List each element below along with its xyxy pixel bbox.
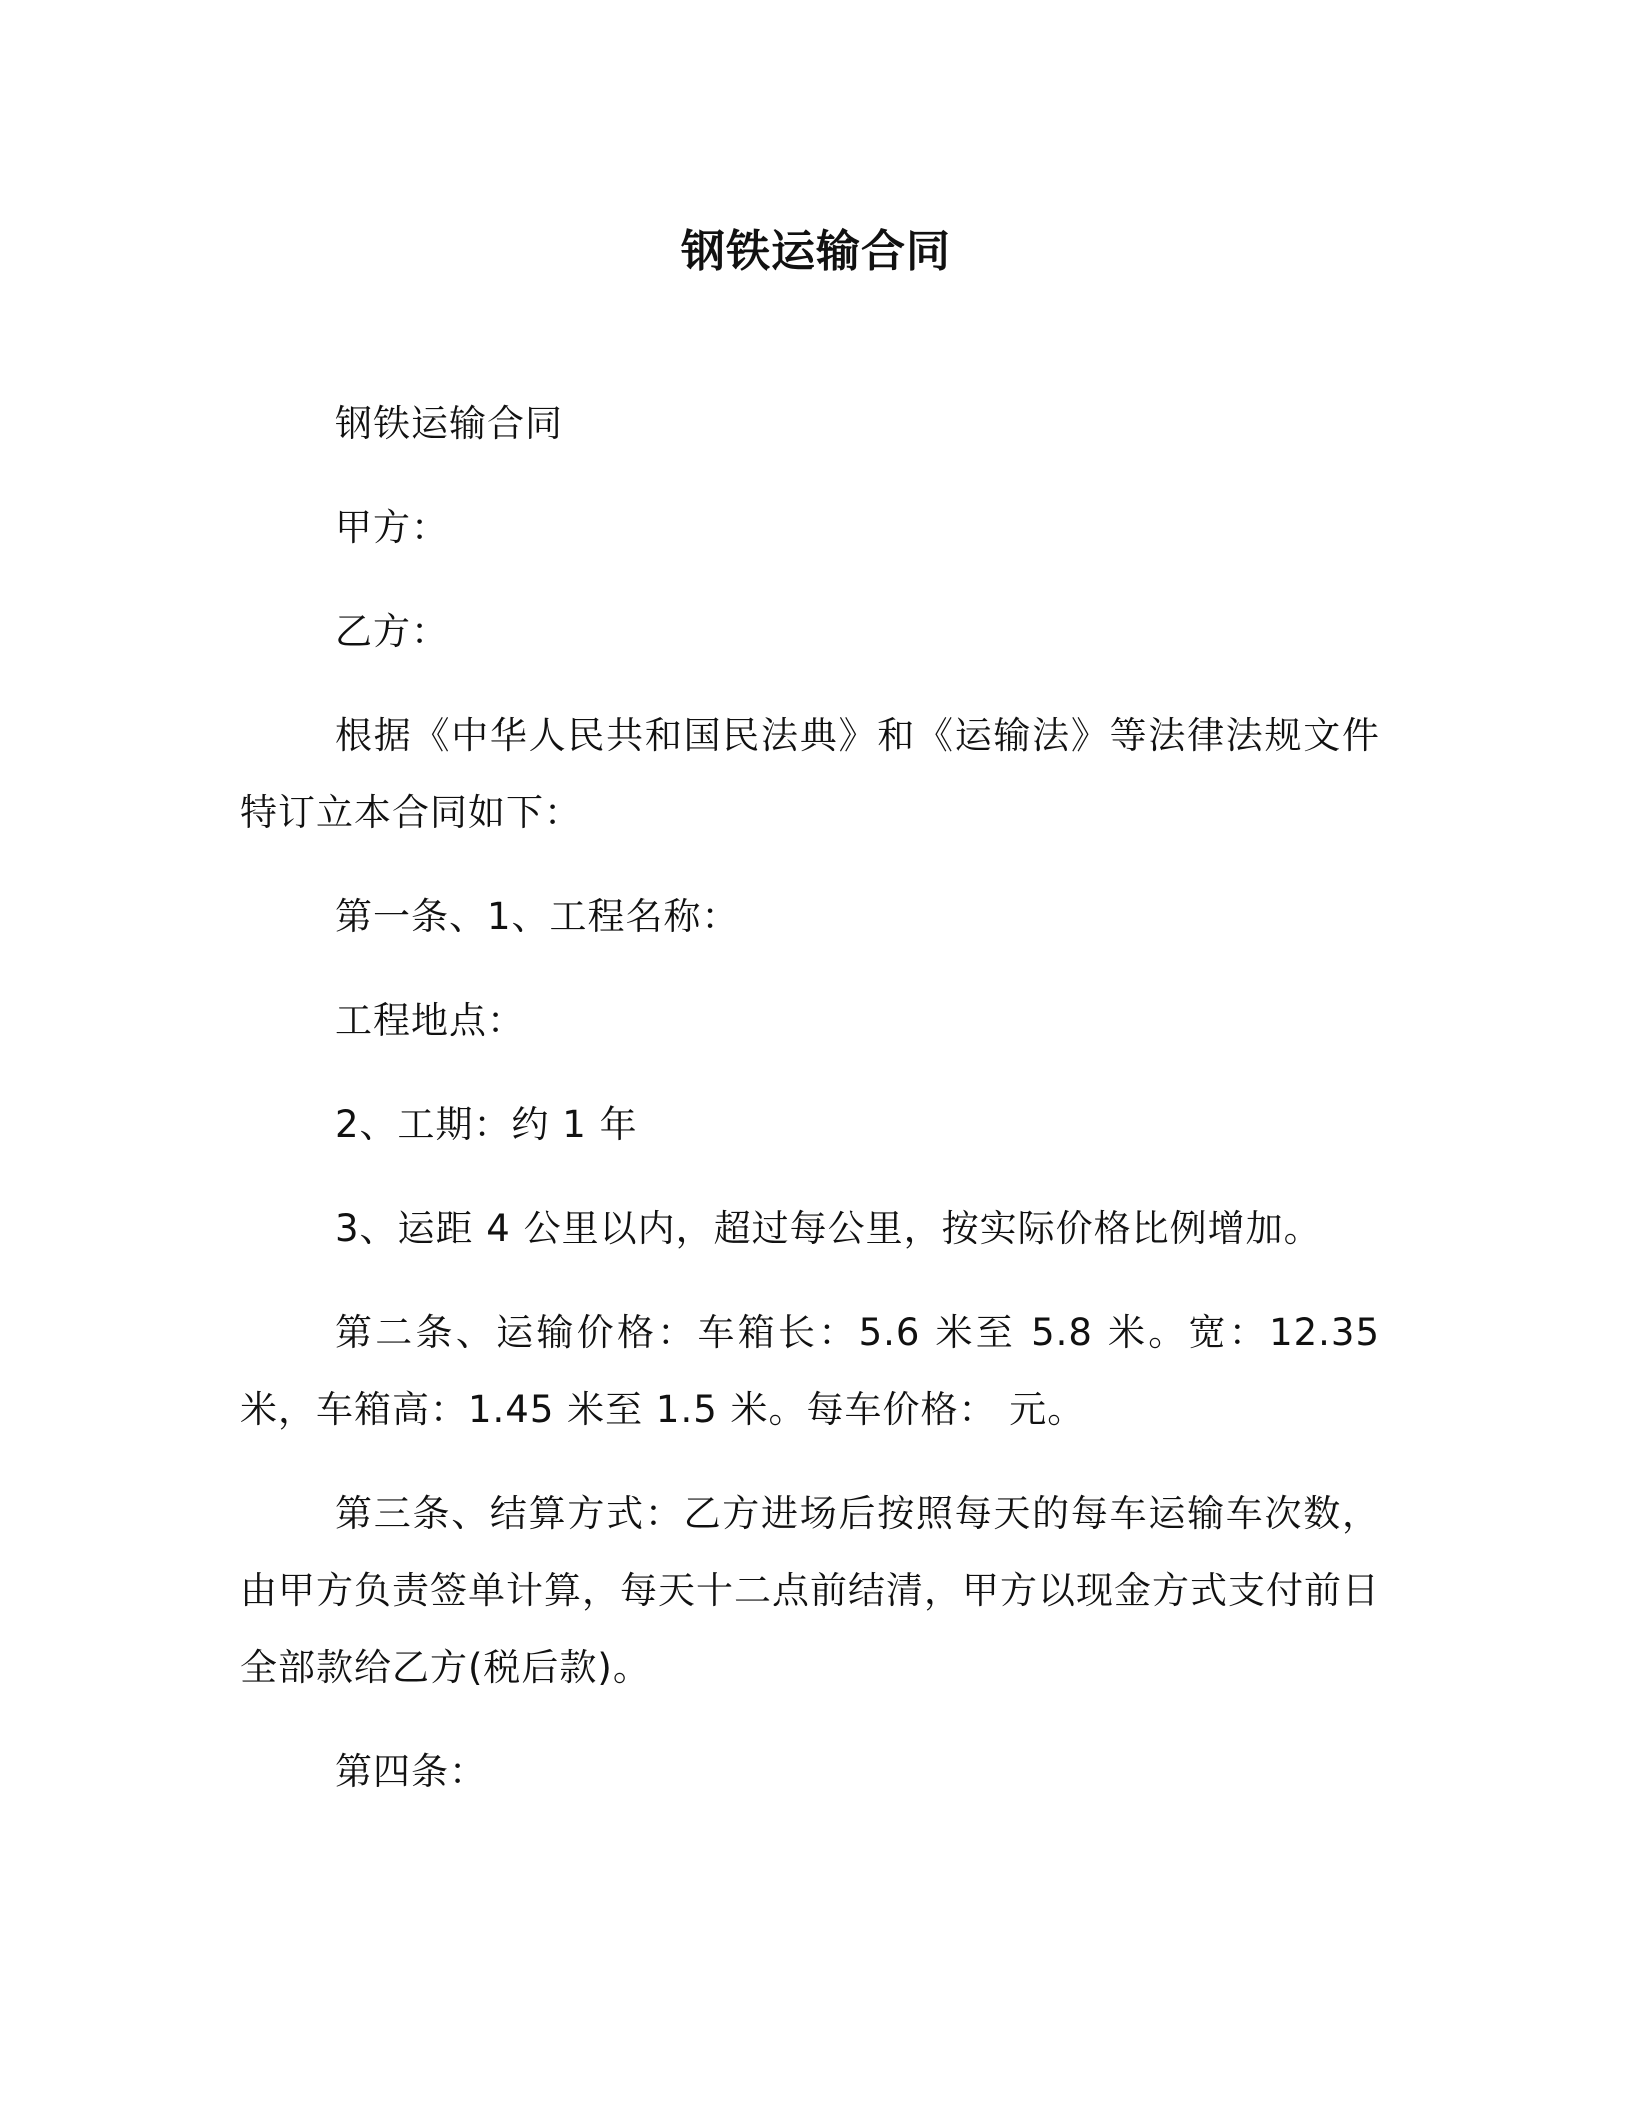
article-2-transport-price: 第二条、运输价格：车箱长：5.6 米至 5.8 米。宽：12.35 米，车箱高：1.45 米至 1.5 米。每车价格： 元。 — [240, 1311, 1380, 1431]
project-location-line: 工程地点： — [335, 999, 525, 1042]
subtitle-paragraph: 钢铁运输合同 — [335, 402, 563, 445]
article-3-settlement: 第三条、结算方式：乙方进场后按照每天的每车运输车次数，由甲方负责签单计算，每天十二点前结清，甲方以现金方式支付前日全部款给乙方(税后款)。 — [240, 1492, 1380, 1689]
transport-distance-line: 3、运距 4 公里以内，超过每公里，按实际价格比例增加。 — [335, 1207, 1322, 1250]
document-body — [240, 385, 1380, 1837]
article-4-heading: 第四条： — [335, 1750, 487, 1793]
party-a-line: 甲方： — [335, 506, 449, 549]
project-duration-line: 2、工期：约 1 年 — [335, 1103, 638, 1146]
party-b-line: 乙方： — [335, 610, 449, 653]
article-1-project-name: 第一条、1、工程名称： — [335, 895, 740, 938]
document-title: 钢铁运输合同 — [681, 226, 951, 277]
preamble-paragraph: 根据《中华人民共和国民法典》和《运输法》等法律法规文件特订立本合同如下： — [240, 714, 1380, 834]
